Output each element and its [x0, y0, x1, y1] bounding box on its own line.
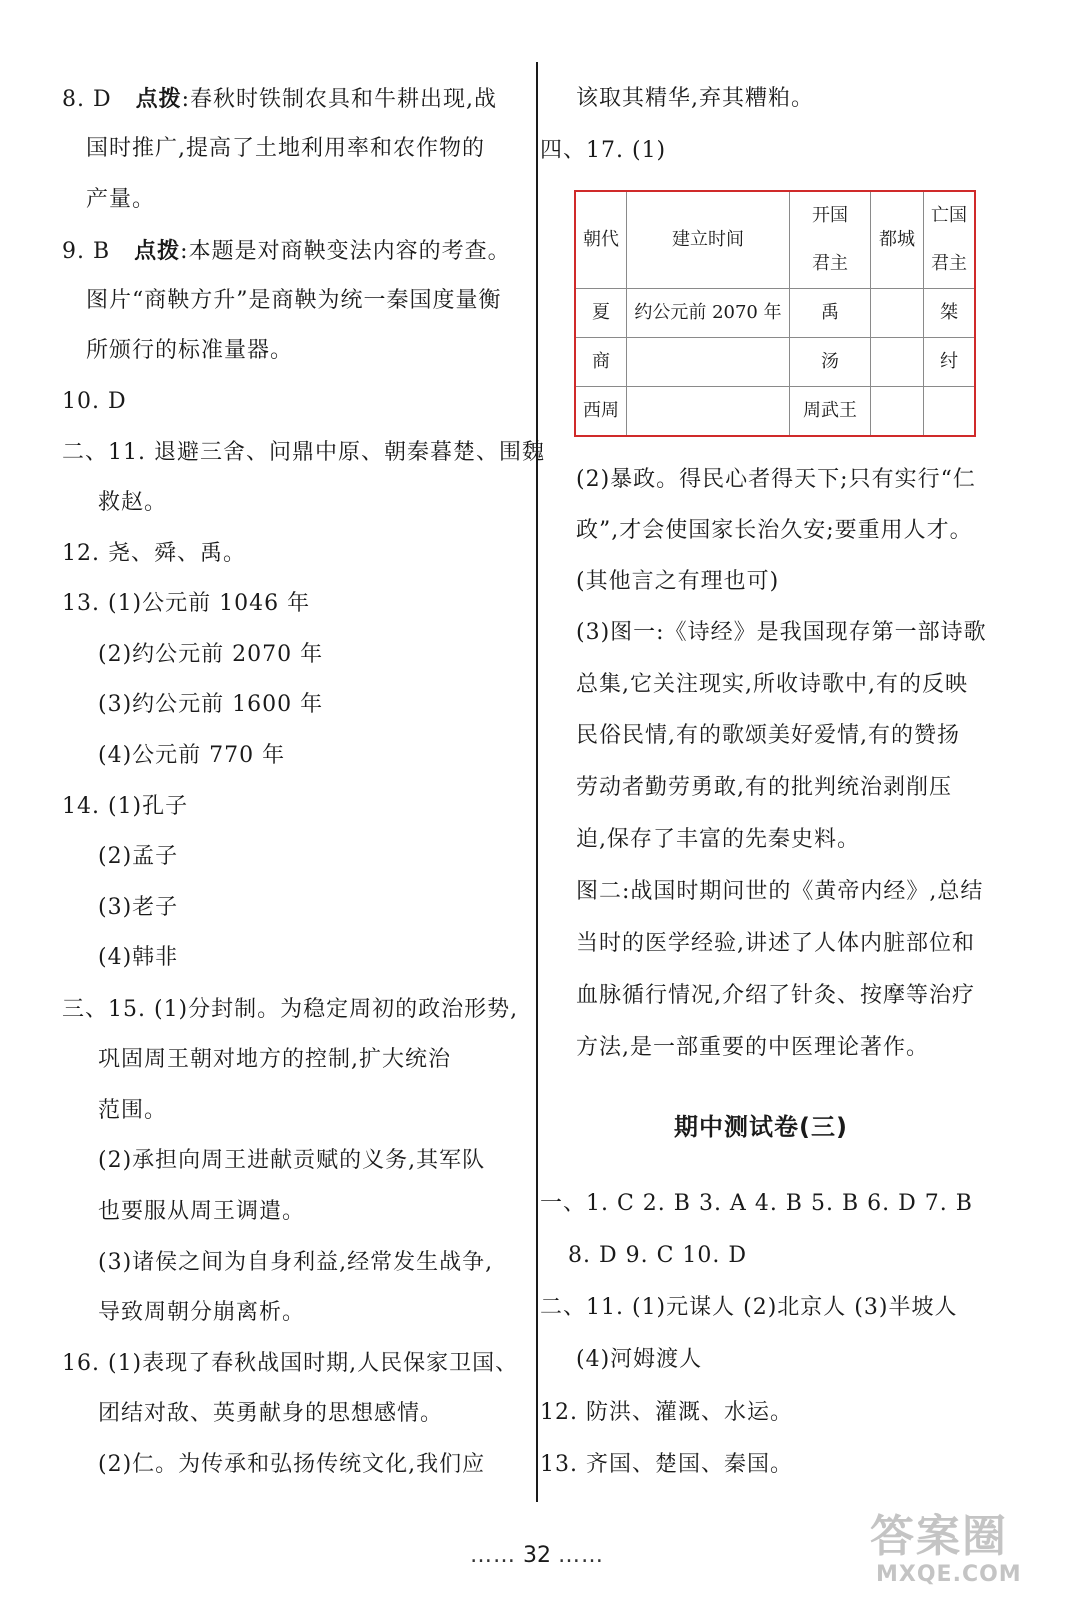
answer-text: (2)仁。为传承和弘扬传统文化,我们应	[98, 1452, 486, 1477]
answer-text: (其他言之有理也可)	[576, 569, 780, 594]
table-cell: 禹	[790, 289, 871, 338]
answer-17: 四、17. (1)	[540, 138, 667, 163]
answer-text: (2)孟子	[98, 844, 179, 869]
answer-text: 政”,才会使国家长治久安;要重用人才。	[576, 518, 973, 543]
answer-text: (3)诸侯之间为自身利益,经常发生战争,	[98, 1250, 494, 1275]
page-footer	[470, 1543, 604, 1568]
answer-12: 12. 防洪、灌溉、水运。	[540, 1400, 793, 1425]
answer-text: 产量。	[86, 187, 156, 212]
table-cell	[871, 289, 924, 338]
table-cell: 西周	[575, 387, 627, 437]
table-cell	[871, 338, 924, 387]
table-header-cell: 朝代	[575, 191, 627, 289]
answer-11: 二、11. 退避三舍、问鼎中原、朝秦暮楚、围魏	[62, 440, 545, 465]
table-cell: 周武王	[790, 387, 871, 437]
answer-text: 国时推广,提高了土地利用率和农作物的	[86, 136, 485, 161]
hint-label: 点拨	[135, 86, 182, 112]
table-cell: 纣	[924, 338, 976, 387]
answer-text: 也要服从周王调遣。	[98, 1199, 306, 1224]
answer-text: (4)公元前 770 年	[98, 743, 286, 768]
answer-text: 救赵。	[98, 490, 168, 515]
answer-text: (2)暴政。得民心者得天下;只有实行“仁	[576, 467, 976, 492]
answer-12: 12. 尧、舜、禹。	[62, 541, 246, 566]
table-row	[575, 289, 975, 338]
section-title: 期中测试卷(三)	[674, 1113, 848, 1141]
answer-text: 该取其精华,弃其糟粕。	[576, 86, 814, 111]
table-cell	[627, 387, 790, 437]
answer-text: 血脉循行情况,介绍了针灸、按摩等治疗	[576, 983, 975, 1008]
table-row	[575, 387, 975, 437]
answer-13: 13. (1)公元前 1046 年	[62, 591, 311, 616]
table-header-row	[575, 191, 975, 289]
answer-text: (2)约公元前 2070 年	[98, 642, 324, 667]
footer-dots: ……	[470, 1543, 516, 1568]
table-header-cell: 都城	[871, 191, 924, 289]
hint-label: 点拨	[134, 238, 181, 264]
answer-text: 所颁行的标准量器。	[86, 338, 294, 363]
answer-text: (4)韩非	[98, 945, 179, 970]
answer-number: 9. B	[62, 239, 111, 264]
answer-14: 14. (1)孔子	[62, 794, 189, 819]
answer-text: 图片“商鞅方升”是商鞅为统一秦国度量衡	[86, 288, 502, 313]
answer-8	[62, 84, 497, 115]
answer-text: (3)老子	[98, 895, 179, 920]
answer-text: (3)图一:《诗经》是我国现存第一部诗歌	[576, 620, 987, 645]
answer-9	[62, 236, 511, 267]
footer-dots: ……	[558, 1543, 604, 1568]
table-cell: 汤	[790, 338, 871, 387]
answer-text: 图二:战国时期问世的《黄帝内经》,总结	[576, 879, 984, 904]
column-divider	[536, 62, 538, 1502]
answer-text: 总集,它关注现实,所收诗歌中,有的反映	[576, 672, 968, 697]
answer-text: 劳动者勤劳勇敢,有的批判统治剥削压	[576, 775, 952, 800]
answer-text: (3)约公元前 1600 年	[98, 692, 324, 717]
watermark-url: MXQE.COM	[876, 1562, 1022, 1587]
answer-15: 三、15. (1)分封制。为稳定周初的政治形势,	[62, 997, 519, 1022]
answer-row-2: 8. D 9. C 10. D	[568, 1243, 748, 1268]
table-cell: 约公元前 2070 年	[627, 289, 790, 338]
answer-text: 迫,保存了丰富的先秦史料。	[576, 827, 860, 852]
watermark-logo	[870, 1500, 1060, 1596]
answer-text: (2)承担向周王进献贡赋的义务,其军队	[98, 1148, 486, 1173]
answer-text: 导致周朝分崩离析。	[98, 1300, 306, 1325]
answer-16: 16. (1)表现了春秋战国时期,人民保家卫国、	[62, 1351, 519, 1376]
table-cell	[627, 338, 790, 387]
table-cell: 夏	[575, 289, 627, 338]
answer-text: 当时的医学经验,讲述了人体内脏部位和	[576, 931, 975, 956]
answer-text: 方法,是一部重要的中医理论著作。	[576, 1035, 929, 1060]
table-header-cell: 建立时间	[627, 191, 790, 289]
table-header-cell: 亡国 君主	[924, 191, 976, 289]
dynasty-table	[574, 190, 976, 437]
table-cell: 商	[575, 338, 627, 387]
answer-text: 民俗民情,有的歌颂美好爱情,有的赞扬	[576, 723, 960, 748]
answer-13: 13. 齐国、楚国、秦国。	[540, 1452, 793, 1477]
table-cell	[924, 387, 976, 437]
watermark-text: 答案圈	[870, 1511, 1008, 1562]
answer-number: 8. D	[62, 87, 112, 112]
answer-text: (4)河姆渡人	[576, 1347, 703, 1372]
answer-text: 团结对敌、英勇献身的思想感情。	[98, 1401, 444, 1426]
answer-text: 巩固周王朝对地方的控制,扩大统治	[98, 1047, 451, 1072]
answer-11: 二、11. (1)元谋人 (2)北京人 (3)半坡人	[540, 1295, 958, 1320]
table-header-cell: 开国 君主	[790, 191, 871, 289]
answer-text: :春秋时铁制农具和牛耕出现,战	[181, 87, 498, 112]
answer-text: 范围。	[98, 1098, 168, 1123]
table-cell	[871, 387, 924, 437]
answer-10: 10. D	[62, 389, 127, 414]
page-number: 32	[523, 1543, 551, 1568]
answer-text: :本题是对商鞅变法内容的考查。	[180, 239, 511, 264]
answer-row-1: 一、1. C 2. B 3. A 4. B 5. B 6. D 7. B	[540, 1191, 973, 1216]
table-row	[575, 338, 975, 387]
table-cell: 桀	[924, 289, 976, 338]
